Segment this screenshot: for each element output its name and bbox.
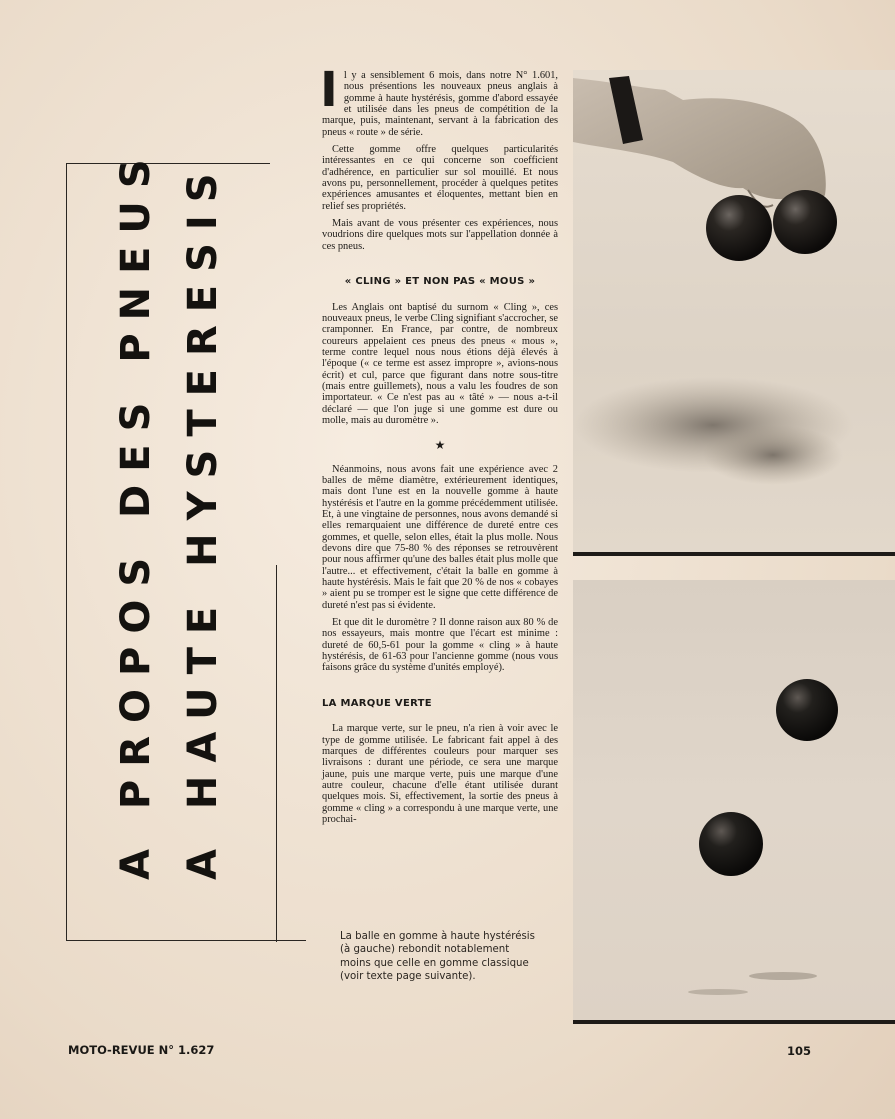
intro-paragraph (320, 62, 558, 138)
paragraph-7: La marque verte, sur le pneu, n'a rien à voir avec le type de gomme utilisée. Le fabricant fait appel à des marques de différentes couleurs pour marquer ses livraisons : durant une période, ce sera une marque jaune, puis une marque verte, puis une marque d'une autre couleur, chacune d'elle étant utilisée durant quelques mois. Si, effectivement, la sortie des pneus à gomme « cling » a correspondu à une marque verte, une prochai- (322, 723, 558, 825)
paragraph-4: Les Anglais ont baptisé du surnom « Cling », ces nouveaux pneus, le verbe Cling signifiant s'accrocher, se cramponner. En France, par contre, de nombreux coureurs appelaient ces pneus des pneus « mous », terme contre lequel nous nous étions déjà élevés à l'époque (« ce terme est assez impropre », avions-nous écrit) et cul, parce que figurant dans notre sous-titre (mais entre guillemets), nous a valu les foudres de son importateur. « Ce n'est pas au « tâté » — nous a-t-il déclaré — que l'on juge si une gomme est dure ou molle, mais au duromètre ». (322, 301, 558, 426)
title-frame-left-rule (66, 163, 67, 941)
title-frame-bottom-rule (66, 940, 306, 941)
paragraph-5: Néanmoins, nous avons fait une expérience avec 2 balles de même diamètre, extérieurement identiques, mais dont l'une est en la nouvelle gomme à haute hystérésis et l'autre en la gomme précédemment utilisée. Et, à une vingtaine de personnes, nous avons demandé si elles remarquaient une différence de dureté entre ces gommes, et quelle, selon elles, était la plus molle. Nous devons dire que 75-80 % des réponses se retrouvèrent pour nous affirmer qu'une des balles était plus molle que l'autre... et effectivement, c'était la balle en gomme à haute hystérésis. Mais le fait que 20 % de nos « cobayes » aient pu se tromper est le signe que cette différence de dureté n'est pas si évidente. (322, 463, 558, 611)
magazine-issue: MOTO-REVUE N° 1.627 (68, 1043, 215, 1057)
section-heading-marque-verte: LA MARQUE VERTE (322, 697, 432, 709)
hand-shadow-2 (703, 425, 843, 485)
ball-right (773, 190, 837, 254)
photo-bounce-illustration (573, 580, 895, 1020)
photo-caption (340, 930, 536, 984)
ball-shadow-left (688, 989, 748, 995)
ball-left (706, 195, 772, 261)
hand (573, 78, 826, 203)
title-frame-top-rule (66, 163, 270, 164)
article-body (320, 62, 558, 831)
drop-cap: I (320, 62, 338, 118)
photo-divider-bottom (573, 1020, 895, 1024)
ball-high-bounce (776, 679, 838, 741)
article-title-line-1: A PROPOS DES PNEUS (113, 146, 159, 880)
photo-hand-illustration (573, 70, 895, 555)
title-frame-right-rule (276, 565, 277, 942)
paragraph-2: Cette gomme offre quelques particularités intéressantes en ce qui concerne son coefficient d'adhérence, en particulier sur sol mouillé. Et nous avons pu, personnellement, procéder à quelques petites expériences amusantes et éloquentes, mettant bien en relief ses propriétés. (322, 144, 558, 212)
caption-text: La balle en gomme à haute hystérésis (à gauche) rebondit notablement moins que celle en gomme classique (voir texte page suivante). (340, 931, 535, 983)
ball-shadow-right (749, 972, 817, 980)
photo-divider-top (573, 552, 895, 556)
photo-bouncing-balls (573, 580, 895, 1020)
article-title-line-2: A HAUTE HYSTERESIS (180, 160, 226, 880)
intro-text: l y a sensiblement 6 mois, dans notre N° 1.601, nous présentions les nouveaux pneus anglais à gomme à haute hystérésis, gomme d'abord essayée et utilisée dans les pneus de compétition de la marque, puis, maintenant, servant à la fabrication des pneus « route » de série. (322, 70, 558, 138)
page-number: 105 (787, 1044, 812, 1058)
photo-hand-holding-balls (573, 70, 895, 555)
star-separator: ★ (434, 438, 446, 453)
ball-low-bounce (699, 812, 763, 876)
paragraph-3: Mais avant de vous présenter ces expériences, nous voudrions dire quelques mots sur l'appellation donnée à ces pneus. (322, 218, 558, 252)
section-heading-cling: « CLING » ET NON PAS « MOUS » (344, 276, 536, 288)
paragraph-6: Et que dit le duromètre ? Il donne raison aux 80 % de nos essayeurs, mais montre que l'écart est minime : dureté de 60,5-61 pour la gomme « cling » à haute hystérésis, de 61-63 pour l'ancienne gomme (nous vous faisons grâce du système d'unités employé). (322, 617, 558, 674)
